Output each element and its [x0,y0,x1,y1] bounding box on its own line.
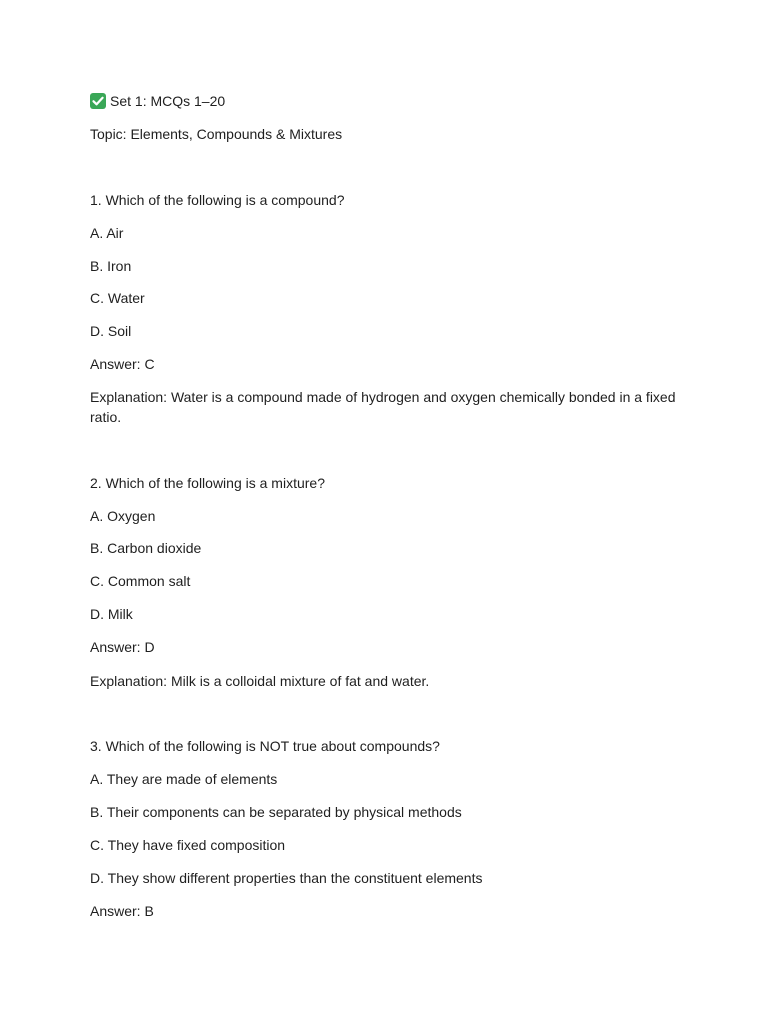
question-1-option-c: C. Water [90,290,145,306]
question-3-option-c: C. They have fixed composition [90,837,286,853]
question-1-option-a: A. Air [90,225,124,241]
question-3-option-b: B. Their components can be separated by physical methods [90,804,462,820]
question-3-option-a: A. They are made of elements [90,771,278,787]
question-1-option-d: D. Soil [90,323,132,339]
question-2-option-c: C. Common salt [90,573,191,589]
question-3-text: 3. Which of the following is NOT true about compounds? [90,738,440,754]
question-1-option-b: B. Iron [90,258,132,274]
set-title-line [90,91,680,111]
question-2-text: 2. Which of the following is a mixture? [90,475,325,491]
question-1-answer: Answer: C [90,356,155,372]
question-3-option-d: D. They show different properties than the constituent elements [90,870,483,886]
question-2-option-d: D. Milk [90,606,133,622]
question-3-answer: Answer: B [90,903,154,919]
question-1-explanation: Explanation: Water is a compound made of hydrogen and oxygen chemically bonded in a fixed ratio. [90,389,676,425]
question-2-answer: Answer: D [90,639,155,655]
question-2-option-b: B. Carbon dioxide [90,540,202,556]
question-2-option-a: A. Oxygen [90,508,156,524]
check-mark-icon [90,93,106,109]
set-title: Set 1: MCQs 1–20 [110,93,226,109]
question-2-explanation: Explanation: Milk is a colloidal mixture of fat and water. [90,673,430,689]
question-1-text: 1. Which of the following is a compound? [90,192,345,208]
topic-line: Topic: Elements, Compounds & Mixtures [90,126,343,142]
